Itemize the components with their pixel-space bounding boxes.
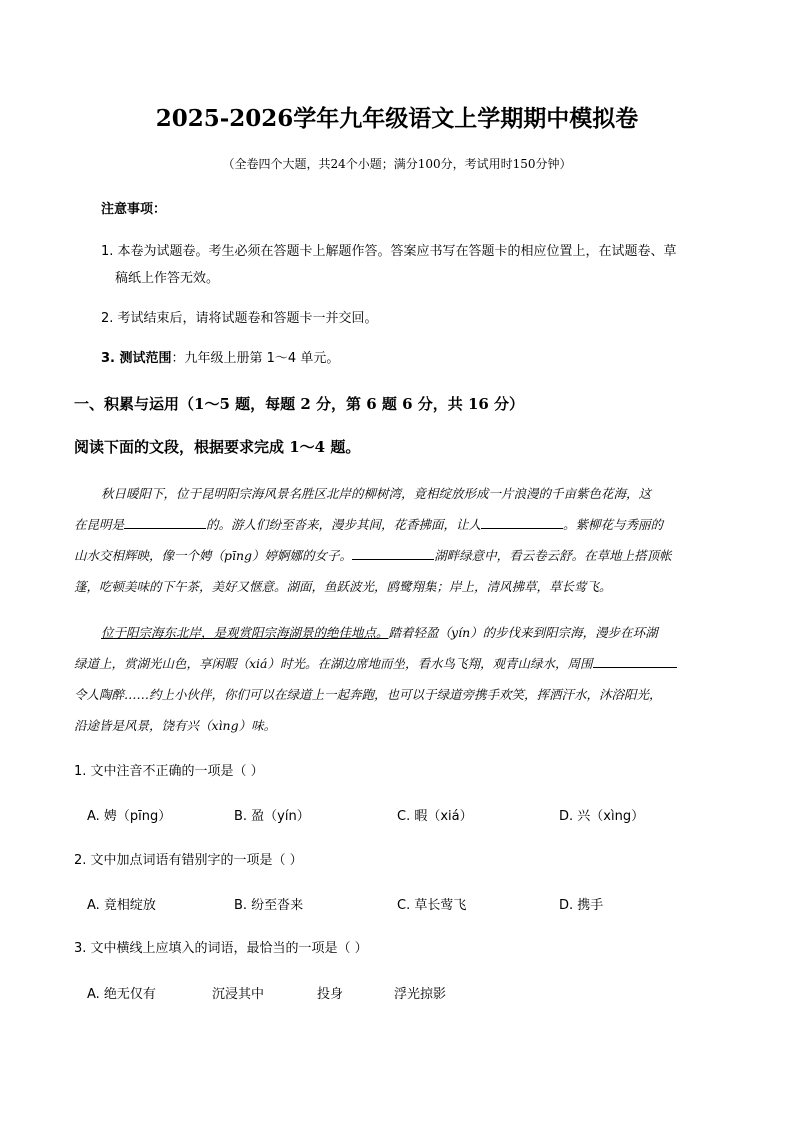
question-3-option-a-word-2: 沉浸其中 xyxy=(212,987,265,1002)
underlined-sentence: 位于阳宗海东北岸，是观赏阳宗海湖景的绝佳地点。 xyxy=(101,625,389,640)
fill-blank xyxy=(481,516,563,529)
question-3-option-a-word-3: 投身 xyxy=(317,987,344,1002)
passage-line xyxy=(101,623,658,641)
notice-item-3-text: ：九年级上册第 1～4 单元。 xyxy=(171,351,340,366)
passage-text: 绿道上，赏湖光山色，享闲暇（xiá）时光。在湖边席地而坐，看水鸟飞翔，观青山绿水，周围 xyxy=(74,656,593,671)
passage-text: 踏着轻盈（yín）的步伐来到阳宗海，漫步在环湖 xyxy=(388,625,658,640)
question-2-option-d[interactable]: D. 携手 xyxy=(559,898,604,913)
question-2-option-b[interactable]: B. 纷至沓来 xyxy=(234,898,304,913)
notice-item-1-continued: 稿纸上作答无效。 xyxy=(115,271,220,286)
question-1-option-d[interactable]: D. 兴（xìng） xyxy=(559,809,645,824)
passage-text: 湖畔绿意中，看云卷云舒。在草地上搭顶帐 xyxy=(434,548,672,563)
passage-line xyxy=(74,654,677,672)
fill-blank xyxy=(593,655,677,668)
question-2-option-a[interactable]: A. 竟相绽放 xyxy=(87,898,156,913)
exam-title: 2025-2026学年九年级语文上学期期中模拟卷 xyxy=(155,105,639,132)
question-3-option-a[interactable]: A. 绝无仅有 xyxy=(87,987,156,1002)
passage-line xyxy=(74,546,672,564)
notice-item-3-label: 3. 测试范围 xyxy=(101,351,172,366)
question-1-stem: 1. 文中注音不正确的一项是（ ） xyxy=(74,764,264,779)
question-1-option-c[interactable]: C. 暇（xiá） xyxy=(397,809,473,824)
question-3-stem: 3. 文中横线上应填入的词语，最恰当的一项是（ ） xyxy=(74,941,368,956)
notice-item-2: 2. 考试结束后，请将试题卷和答题卡一并交回。 xyxy=(101,311,378,326)
section-1-heading: 一、积累与运用（1～5 题，每题 2 分，第 6 题 6 分，共 16 分） xyxy=(74,395,525,413)
passage-line: 沿途皆是风景，饶有兴（xìng）味。 xyxy=(74,718,277,733)
passage-text: 。紫柳花与秀丽的 xyxy=(563,517,664,532)
passage-line: 令人陶醉……约上小伙伴，你们可以在绿道上一起奔跑，也可以于绿道旁携手欢笑，挥洒汗水，沐浴阳光， xyxy=(74,687,662,702)
notice-item-1: 1. 本卷为试题卷。考生必须在答题卡上解题作答。答案应书写在答题卡的相应位置上，在试题卷、草 xyxy=(101,244,677,259)
fill-blank xyxy=(352,547,434,560)
fill-blank xyxy=(124,516,206,529)
passage-text: 的。游人们纷至沓来，漫步其间，花香拂面，让人 xyxy=(206,517,482,532)
passage-line: 秋日暖阳下，位于昆明阳宗海风景名胜区北岸的柳树湾，竟相绽放形成一片浪漫的千亩紫色花海，这 xyxy=(101,486,652,501)
question-1-option-a[interactable]: A. 娉（pīng） xyxy=(87,809,172,824)
notice-item-3 xyxy=(101,347,339,366)
question-3-option-a-word-4: 浮光掠影 xyxy=(394,987,447,1002)
passage-text: 山水交相辉映，像一个娉（pīng）婷婀娜的女子。 xyxy=(74,548,353,563)
passage-line: 篷，吃顿美味的下午茶，美好又惬意。湖面，鱼跃波光，鸥鹭翔集；岸上，清风拂草，草长莺飞。 xyxy=(74,579,612,594)
question-2-stem: 2. 文中加点词语有错别字的一项是（ ） xyxy=(74,853,303,868)
exam-subtitle: （全卷四个大题，共24个小题；满分100分，考试用时150分钟） xyxy=(222,157,572,171)
notice-heading: 注意事项： xyxy=(101,202,167,217)
passage-line xyxy=(74,515,663,533)
question-2-option-c[interactable]: C. 草长莺飞 xyxy=(397,898,467,913)
section-1-instruction: 阅读下面的文段，根据要求完成 1～4 题。 xyxy=(74,438,361,456)
question-1-option-b[interactable]: B. 盈（yín） xyxy=(234,809,310,824)
passage-text: 在昆明是 xyxy=(74,517,125,532)
